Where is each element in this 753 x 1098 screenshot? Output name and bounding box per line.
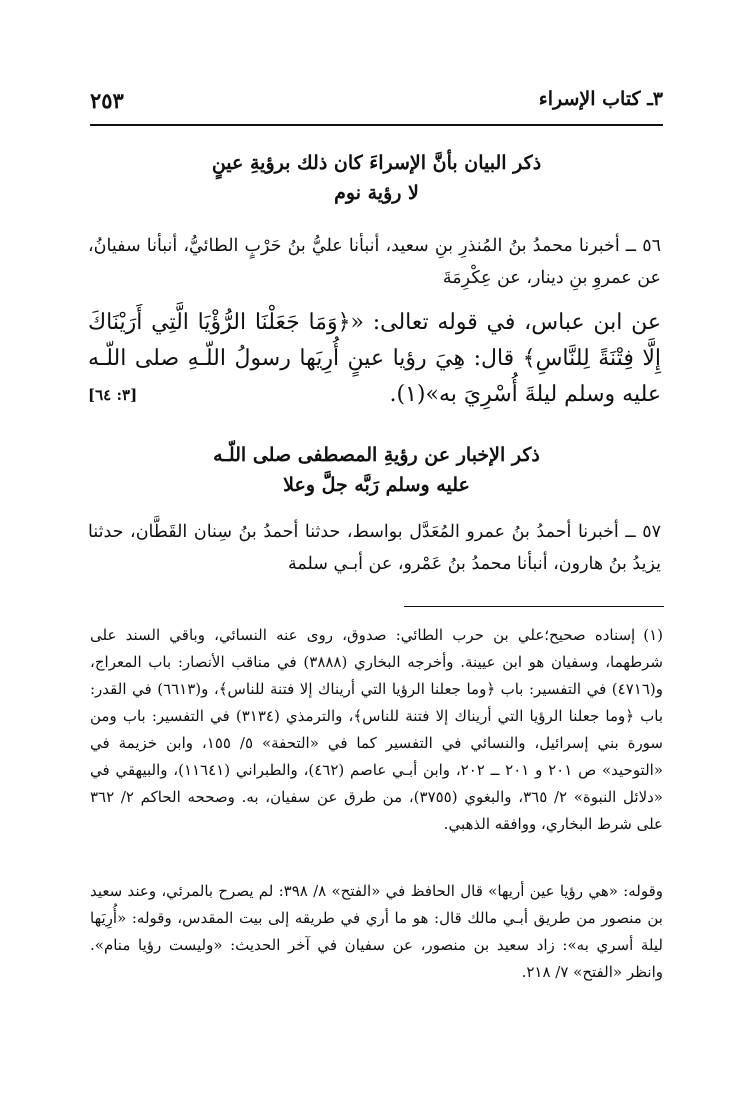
section-heading-1-line2: لا رؤية نوم (334, 182, 419, 204)
footnote-1-number: (١) (643, 626, 663, 644)
chapter-title: ٣ـ كتاب الإسراء (538, 88, 663, 110)
footnote-1-text: إسناده صحيح؛علي بن حرب الطائي: صدوق، روى عنه النسائي، وباقي السند على شرطهما، وسفيان هو ابن عيينة. وأخرجه البخاري (٣٨٨٨) في مناقب الأنصار: باب المعراج، و(٤٧١٦) في التفسير: باب ﴿وما جعلنا الرؤيا التي أريناك إلا فتنة للناس﴾، و(٦٦١٣) في القدر: باب ﴿وما جعلنا الرؤيا التي أريناك إلا فتنة للناس﴾، والترمذي (٣١٣٤) في التفسير: باب ومن سورة بني إسرائيل، والنسائي في التفسير كما في «التحفة» ٥/ ١٥٥، وابن خزيمة في «التوحيد» ص ٢٠١ و ٢٠١ ــ ٢٠٢، وابن أبـي عاصم (٤٦٢)، والطبراني (١١٦٤١)، والبيهقي في «دلائل النبوة» ٢/ ٣٦٥، والبغوي (٣٧٥٥)، من طرق عن سفيان، به. وصححه الحاكم ٢/ ٣٦٢ على شرط البخاري، ووافقه الذهبي. (90, 626, 664, 833)
hadith-57-text: ٥٧ ــ أخبرنا أحمدُ بنُ عمرو المُعَدَّل بواسط، حدثنا أحمدُ بنُ سِنان القَطَّان، حدثنا يزيدُ بنُ هارون، أنبأنا محمدُ بنُ عَمْرو، عن أبـي سلمة (88, 522, 661, 574)
hadith-56-text: عن ابن عباس، في قوله تعالى: «﴿وَمَا جَعَلْنَا الرُّؤْيَا الَّتِي أَرَيْنَاكَ إِلَّا فِتْنَةً لِلنَّاسِ﴾ قال: هِيَ رؤيا عينٍ أُرِيَها رسولُ اللّـهِ صلى اللّـه عليه وسلم ليلةَ أُسْرِيَ به»(١). (88, 310, 661, 407)
section-heading-2-line2: عليه وسلم رَبَّه جلَّ وعلا (283, 474, 470, 496)
hadith-56-reference: [٣: ٦٤] (88, 386, 138, 404)
footnote-1 (90, 622, 663, 838)
section-heading-2 (90, 440, 663, 500)
footnote-divider (404, 606, 664, 607)
section-heading-1-line1: ذكر البيان بأنَّ الإسراءَ كان ذلك برؤيةِ عينٍ (211, 152, 542, 174)
header-divider (90, 124, 663, 126)
section-heading-2-line1: ذكر الإخبار عن رؤيةِ المصطفى صلى اللّـه (213, 444, 540, 466)
footnote-2: وقوله: «هي رؤيا عين أريها» قال الحافظ في «الفتح» ٨/ ٣٩٨: لم يصرح بالمرئي، وعند سعيد بن منصور من طريق أبـي مالك قال: هو ما أري في طريقه إلى بيت المقدس، وقوله: «أُرِيَها ليلة أسري به»: زاد سعيد بن منصور، عن سفيان في آخر الحديث: «وليست رؤيا منام». وانظر «الفتح» ٧/ ٢١٨. (90, 882, 663, 981)
hadith-56-isnad: ٥٦ ــ أخبرنا محمدُ بنُ المُنذرِ بنِ سعيد، أنبأنا عليُّ بنُ حَرْبٍ الطائيُّ، أنبأنا سفيانُ، عن عمروِ بنِ دينار، عن عِكْرِمَةَ (88, 236, 661, 288)
page-header (90, 88, 663, 120)
hadith-56-matn (88, 305, 661, 413)
page-number: ٢٥٣ (90, 88, 124, 113)
section-heading-1 (90, 148, 663, 208)
